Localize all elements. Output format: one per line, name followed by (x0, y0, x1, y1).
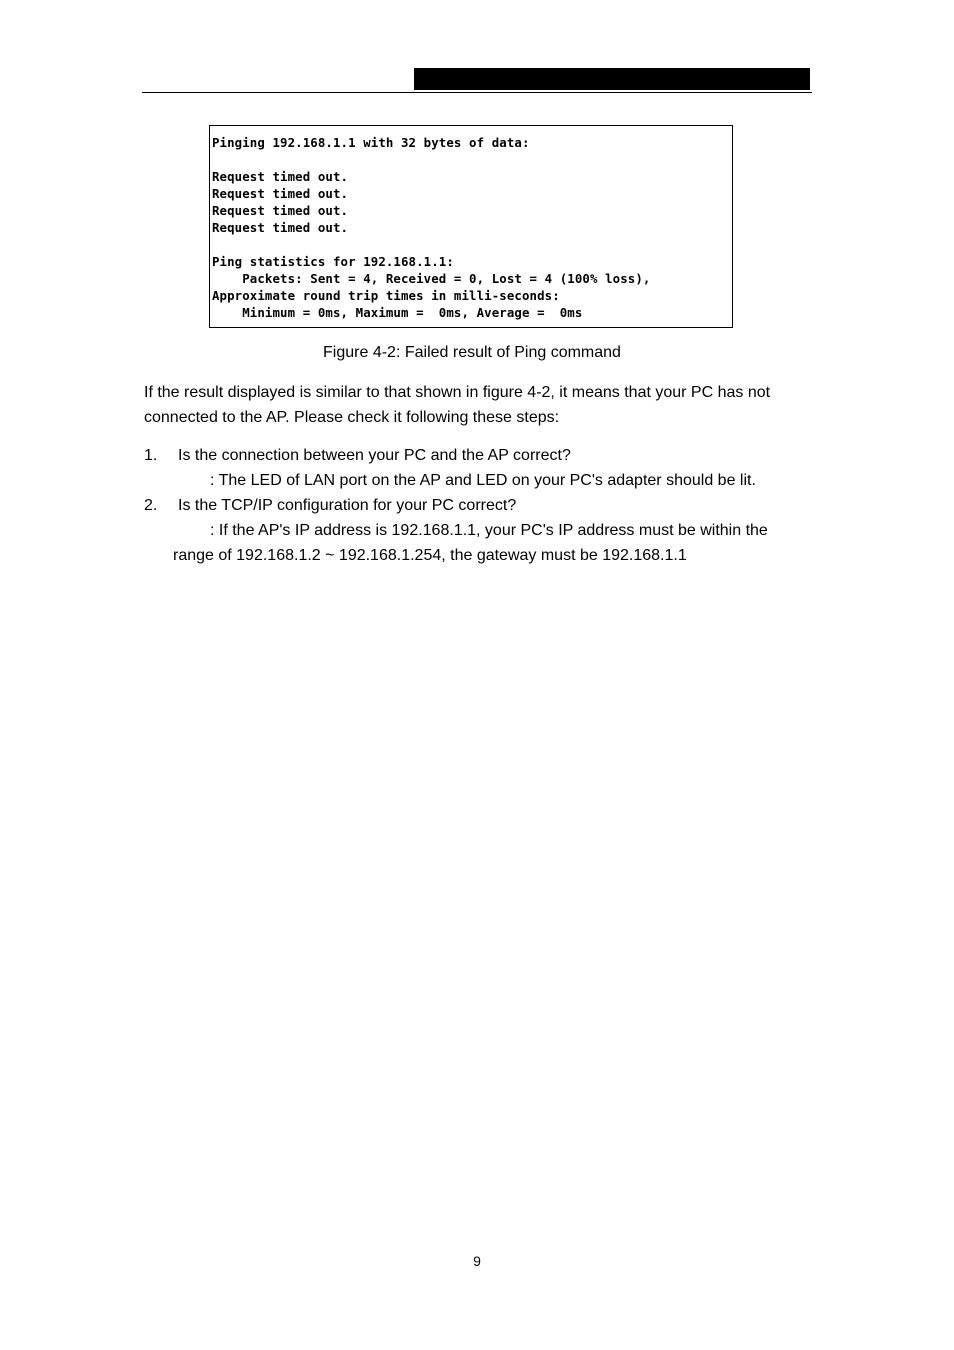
page-number: 9 (473, 1253, 481, 1269)
ping-console-screenshot (209, 125, 733, 328)
step-1-answer: : The LED of LAN port on the AP and LED on your PC's adapter should be lit. (210, 472, 756, 489)
console-output (212, 134, 650, 321)
step-2-question (144, 493, 516, 518)
console-line: Request timed out. (212, 169, 349, 184)
step-1-question (144, 443, 571, 468)
step-number: 1. (144, 447, 158, 464)
console-line: Approximate round trip times in milli-seconds: (212, 288, 560, 303)
intro-paragraph: If the result displayed is similar to that shown in figure 4-2, it means that your PC has not connected to the AP. Please check it following these steps: (144, 384, 771, 426)
console-line: Pinging 192.168.1.1 with 32 bytes of data: (212, 135, 530, 150)
console-line: Request timed out. (212, 220, 349, 235)
step-question-text: Is the connection between your PC and the AP correct? (178, 447, 571, 464)
step-2-answer-line-2: range of 192.168.1.2 ~ 192.168.1.254, the gateway must be 192.168.1.1 (173, 547, 687, 564)
console-line: Minimum = 0ms, Maximum = 0ms, Average = 0ms (212, 305, 583, 320)
step-number: 2. (144, 497, 158, 514)
console-line: Packets: Sent = 4, Received = 0, Lost = 4 (100% loss), (212, 271, 651, 286)
header-rule (142, 92, 812, 93)
console-line: Ping statistics for 192.168.1.1: (212, 254, 454, 269)
header-bar (414, 68, 810, 90)
console-line: Request timed out. (212, 203, 349, 218)
console-line: Request timed out. (212, 186, 349, 201)
figure-caption: Figure 4-2: Failed result of Ping command (323, 344, 621, 361)
step-2-answer-line-1: : If the AP's IP address is 192.168.1.1, your PC's IP address must be within the (210, 522, 768, 539)
step-question-text: Is the TCP/IP configuration for your PC correct? (178, 497, 517, 514)
